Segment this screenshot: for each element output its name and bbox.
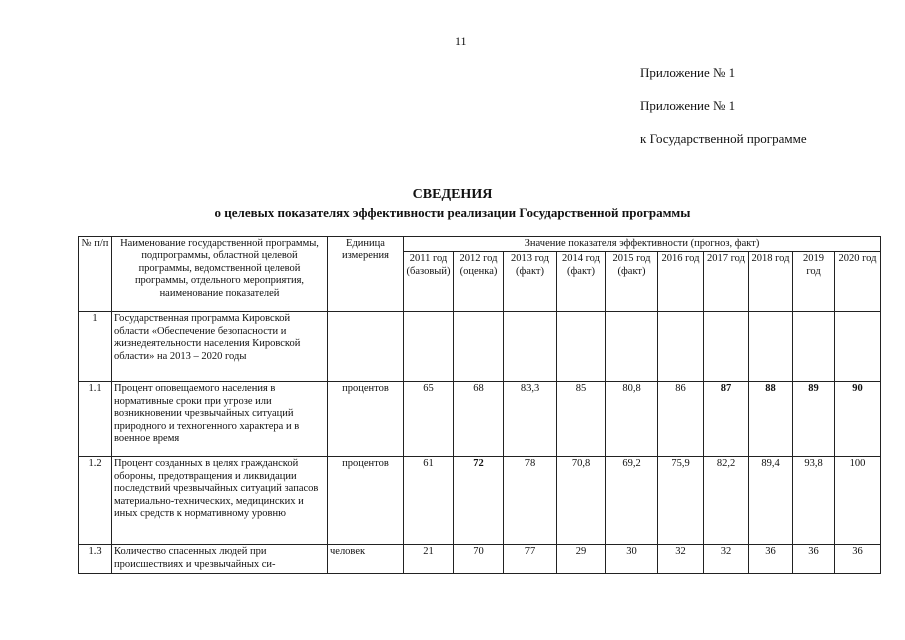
header-year: 2014 год (факт) <box>557 252 606 312</box>
header-name: Наименование государственной программы, подпрограммы, областной целевой программы, ведомственной целевой программы, отдельного мероприятия, наименование показателей <box>112 237 328 312</box>
page-number: 11 <box>455 34 467 48</box>
row-value: 65 <box>404 382 454 457</box>
row-value: 100 <box>835 457 881 545</box>
document-subtitle: о целевых показателях эффективности реализации Государственной программы <box>214 205 691 220</box>
appendix-line-2: Приложение № 1 <box>640 98 736 113</box>
row-value: 36 <box>749 545 793 574</box>
row-name-text: Количество спасенных людей при происшествиях и чрезвычайных си- <box>114 546 276 570</box>
row-value: 21 <box>404 545 454 574</box>
row-value <box>749 312 793 382</box>
row-value: 89 <box>793 382 835 457</box>
row-value <box>504 312 557 382</box>
row-num: 1.2 <box>79 457 112 545</box>
table-row <box>79 382 881 457</box>
header-unit: Единица измерения <box>328 237 404 312</box>
row-unit <box>328 312 404 382</box>
row-value <box>793 312 835 382</box>
appendix-line-1: Приложение № 1 <box>640 65 736 80</box>
appendix-line-3: к Государственной программе <box>640 131 807 146</box>
row-value: 83,3 <box>504 382 557 457</box>
row-value: 86 <box>658 382 704 457</box>
row-unit: процентов <box>328 457 404 545</box>
table-row <box>79 545 881 574</box>
row-value: 69,2 <box>606 457 658 545</box>
row-value <box>404 312 454 382</box>
row-num: 1 <box>79 312 112 382</box>
row-value: 88 <box>749 382 793 457</box>
row-value: 93,8 <box>793 457 835 545</box>
row-value: 80,8 <box>606 382 658 457</box>
row-value: 32 <box>704 545 749 574</box>
row-value: 77 <box>504 545 557 574</box>
row-value <box>454 312 504 382</box>
row-value: 70,8 <box>557 457 606 545</box>
row-value: 89,4 <box>749 457 793 545</box>
header-year: 2011 год (базовый) <box>404 252 454 312</box>
row-value: 61 <box>404 457 454 545</box>
row-value: 85 <box>557 382 606 457</box>
header-year: 2018 год <box>749 252 793 312</box>
header-year: 2012 год (оценка) <box>454 252 504 312</box>
row-name: Процент созданных в целях гражданской обороны, предотвращения и ликвидации последствий чрезвычайных ситуаций запасов материально-технических, медицинских и иных средств к нормативному уровню <box>112 457 328 545</box>
indicators-table <box>78 236 881 574</box>
row-value: 72 <box>454 457 504 545</box>
header-year: 2015 год (факт) <box>606 252 658 312</box>
table-row <box>79 457 881 545</box>
header-num: № п/п <box>79 237 112 312</box>
row-value: 87 <box>704 382 749 457</box>
row-value: 70 <box>454 545 504 574</box>
header-year: 2020 год <box>835 252 881 312</box>
row-value <box>606 312 658 382</box>
row-value: 82,2 <box>704 457 749 545</box>
row-value: 78 <box>504 457 557 545</box>
table-row <box>79 312 881 382</box>
header-year: 2016 год <box>658 252 704 312</box>
row-value: 32 <box>658 545 704 574</box>
row-value: 75,9 <box>658 457 704 545</box>
row-unit: процентов <box>328 382 404 457</box>
row-value: 30 <box>606 545 658 574</box>
header-year: 2019 год <box>793 252 835 312</box>
row-num: 1.1 <box>79 382 112 457</box>
row-value <box>704 312 749 382</box>
row-name: Государственная программа Кировской области «Обеспечение безопасности и жизнедеятельности населения Кировской области» на 2013 – 2020 годы <box>112 312 328 382</box>
row-name <box>112 545 328 574</box>
row-value <box>658 312 704 382</box>
row-value: 29 <box>557 545 606 574</box>
header-year: 2017 год <box>704 252 749 312</box>
row-value <box>557 312 606 382</box>
header-year: 2013 год (факт) <box>504 252 557 312</box>
row-unit: человек <box>328 545 404 574</box>
row-value: 68 <box>454 382 504 457</box>
row-num: 1.3 <box>79 545 112 574</box>
document-title: СВЕДЕНИЯ <box>412 187 493 202</box>
row-value <box>835 312 881 382</box>
row-value: 90 <box>835 382 881 457</box>
row-value: 36 <box>835 545 881 574</box>
row-value: 36 <box>793 545 835 574</box>
header-value-group: Значение показателя эффективности (прогноз, факт) <box>404 237 881 252</box>
row-name: Процент оповещаемого населения в нормативные сроки при угрозе или возникновении чрезвычайных ситуаций природного и техногенного характера и в военное время <box>112 382 328 457</box>
